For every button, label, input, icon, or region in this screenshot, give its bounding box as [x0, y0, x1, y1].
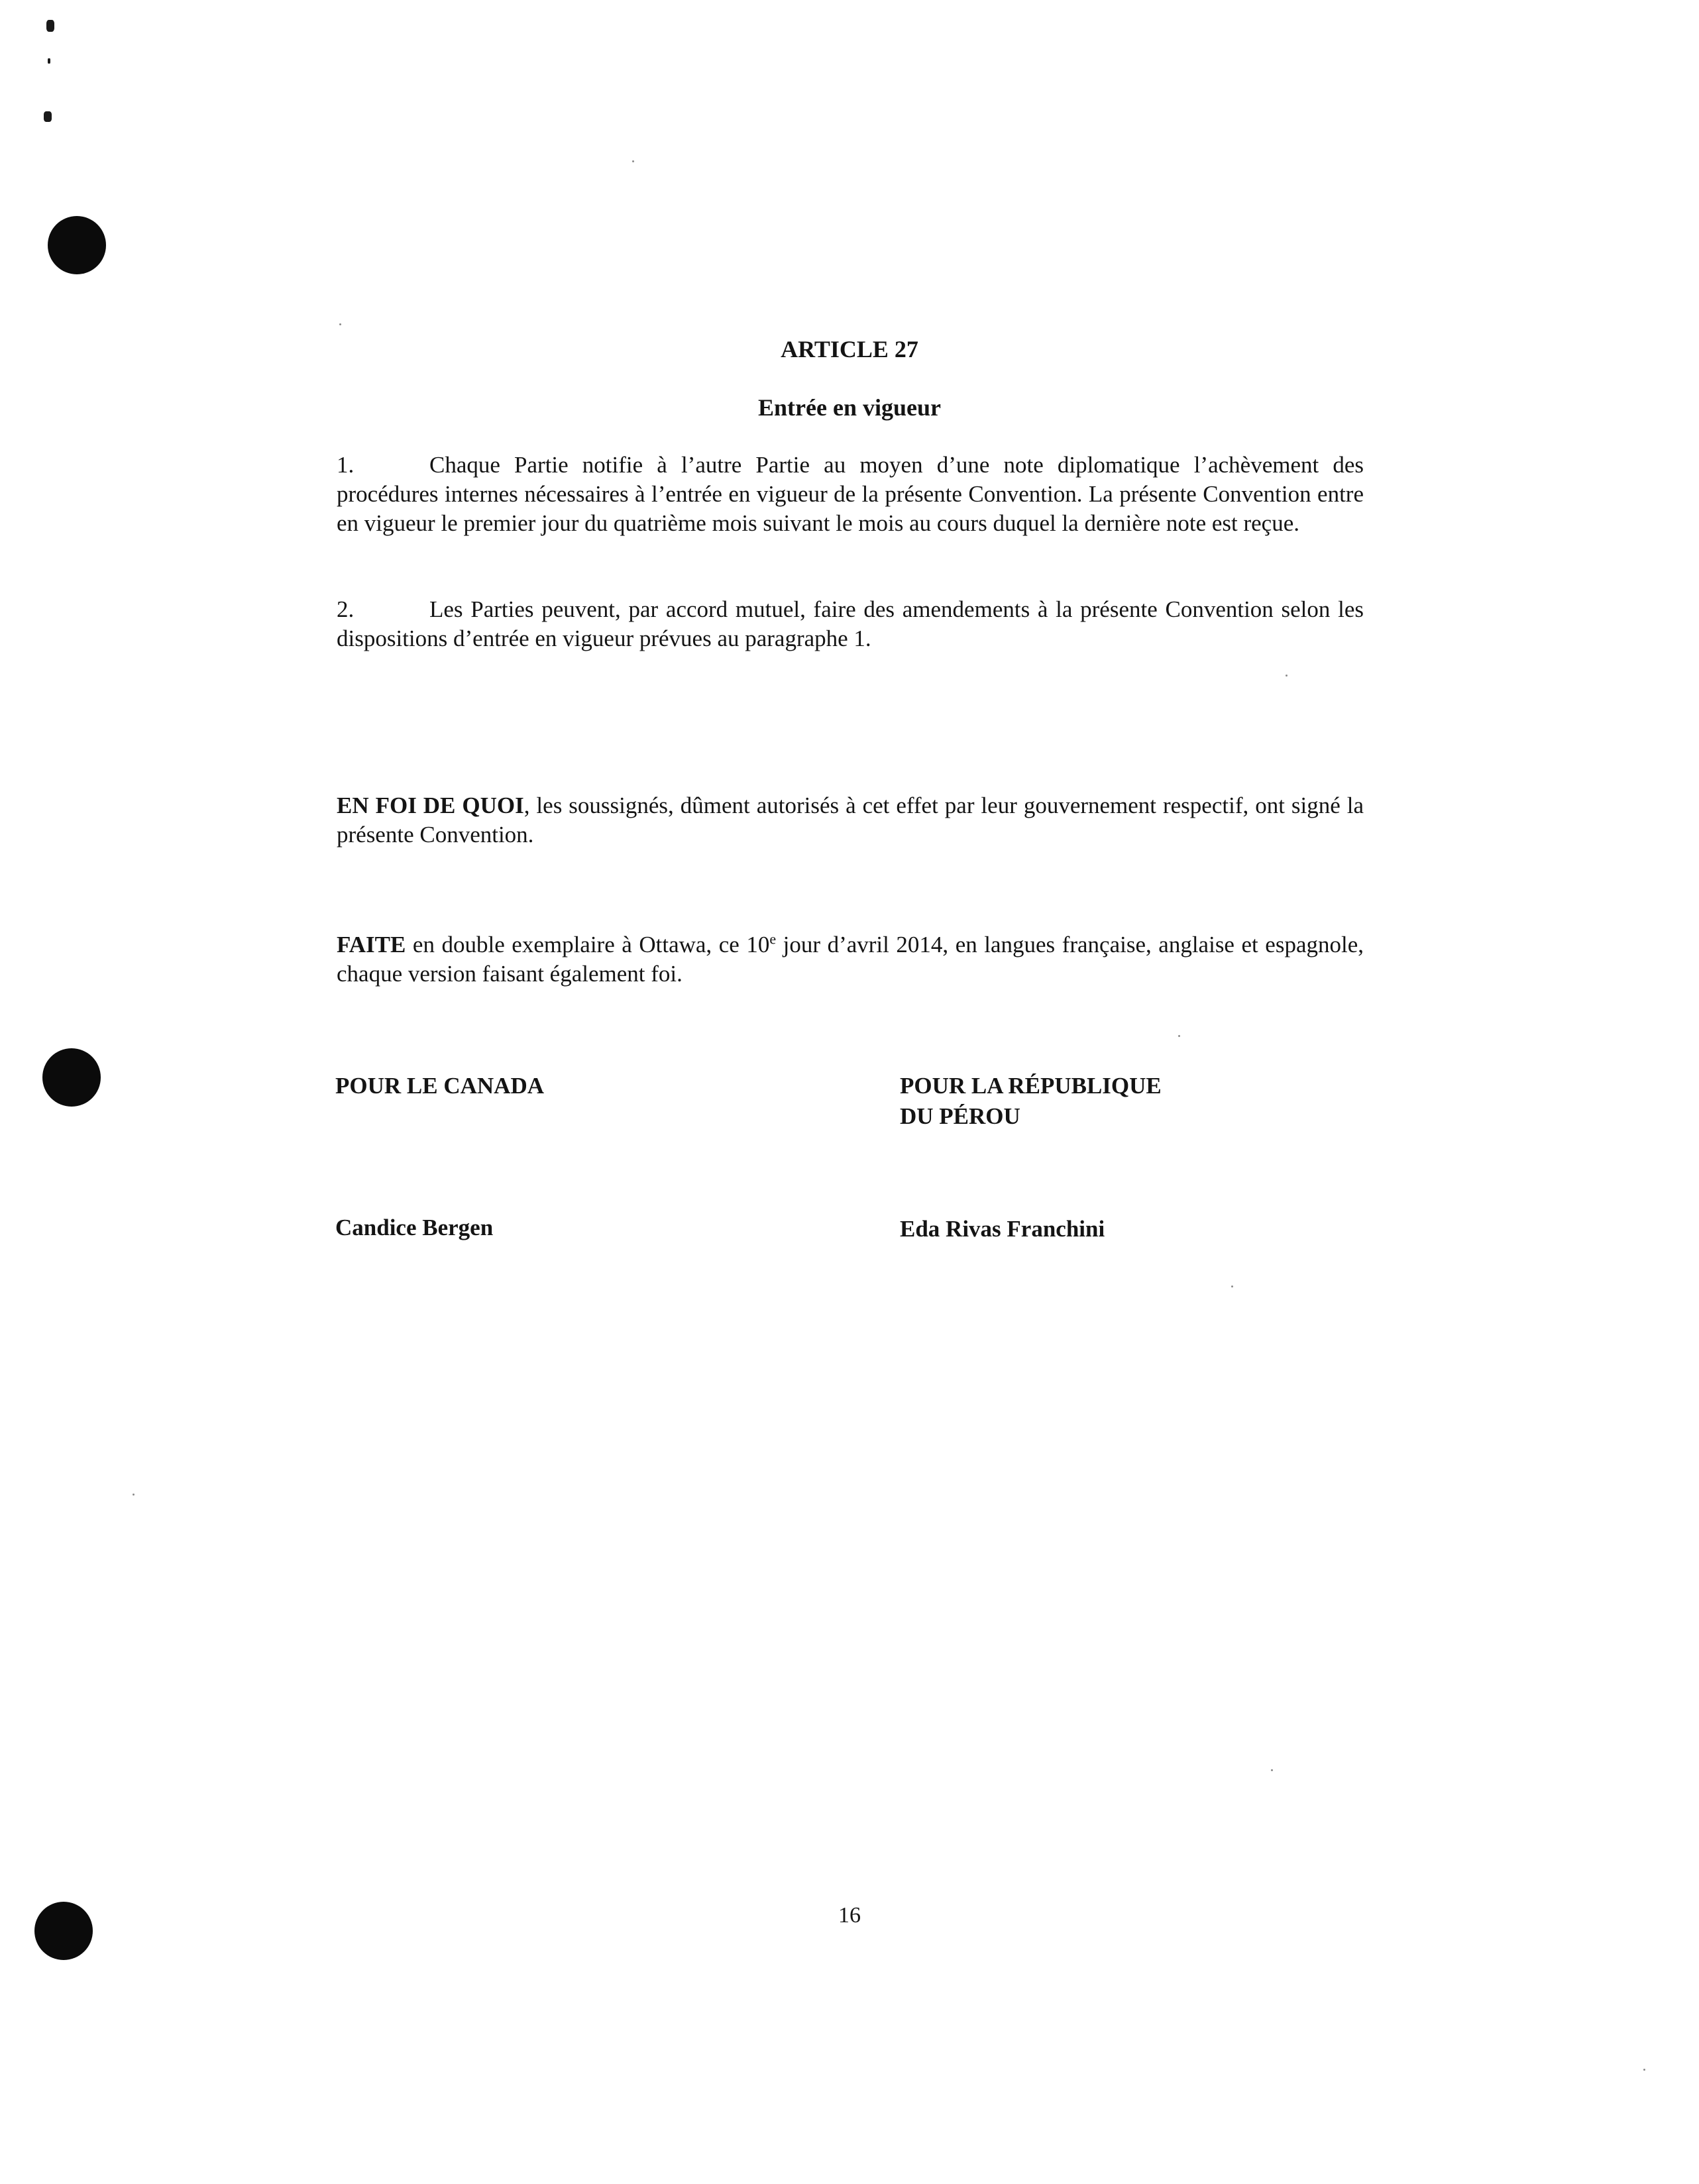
paragraph-1 — [337, 451, 1364, 538]
article-heading: ARTICLE 27 — [781, 336, 918, 362]
witness-text: , les soussignés, dûment autorisés à cet effet par leur gouvernement respectif, ont signé la présente Convention. — [337, 792, 1364, 847]
page-number: 16 — [838, 1903, 861, 1928]
scan-speck — [339, 323, 341, 325]
scan-speck — [1271, 1769, 1273, 1771]
paragraph-number: 2. — [337, 596, 355, 622]
scan-speck — [1178, 1035, 1180, 1037]
scan-mark — [48, 58, 50, 64]
scan-mark — [46, 20, 54, 32]
punch-hole-top — [48, 216, 106, 274]
article-subheading: Entrée en vigueur — [758, 394, 941, 421]
signatory-left-name: Candice Bergen — [335, 1215, 494, 1240]
scan-speck — [1231, 1285, 1233, 1287]
signatory-left-party: POUR LE CANADA — [335, 1073, 544, 1099]
done-text: en double exemplaire à Ottawa, ce 10 — [406, 932, 770, 957]
paragraph-2 — [337, 595, 1364, 653]
done-text-cont: jour d’avril 2014, en langues française, anglaise et espagnole, chaque version faisant également foi. — [337, 932, 1364, 987]
scan-speck — [1286, 675, 1288, 677]
scan-speck — [632, 160, 634, 162]
signatory-right-party-line2: DU PÉROU — [900, 1103, 1020, 1129]
scan-mark — [44, 111, 52, 122]
punch-hole-middle — [42, 1048, 101, 1107]
scan-speck — [1643, 2069, 1645, 2071]
witness-lead: EN FOI DE QUOI — [337, 792, 524, 818]
signatory-right-name: Eda Rivas Franchini — [900, 1216, 1105, 1242]
ordinal-superscript: e — [769, 930, 777, 948]
witness-clause — [337, 791, 1364, 849]
paragraph-number: 1. — [337, 452, 355, 478]
paragraph-text: Les Parties peuvent, par accord mutuel, faire des amendements à la présente Convention selon les dispositions d’entrée en vigueur prévues au paragraphe 1. — [337, 596, 1364, 651]
signatory-right-party-line1: POUR LA RÉPUBLIQUE — [900, 1073, 1162, 1099]
signatory-right-party — [900, 1071, 1162, 1132]
done-clause — [337, 930, 1364, 989]
done-lead: FAITE — [337, 932, 406, 957]
paragraph-text: Chaque Partie notifie à l’autre Partie au moyen d’une note diplomatique l’achèvement des procédures internes nécessaires à l’entrée en vigueur de la présente Convention. La présente Convention entre en vigueur le premier jour du quatrième mois suivant le mois au cours duquel la dernière note est reçue. — [337, 452, 1364, 536]
scan-speck — [133, 1494, 135, 1496]
